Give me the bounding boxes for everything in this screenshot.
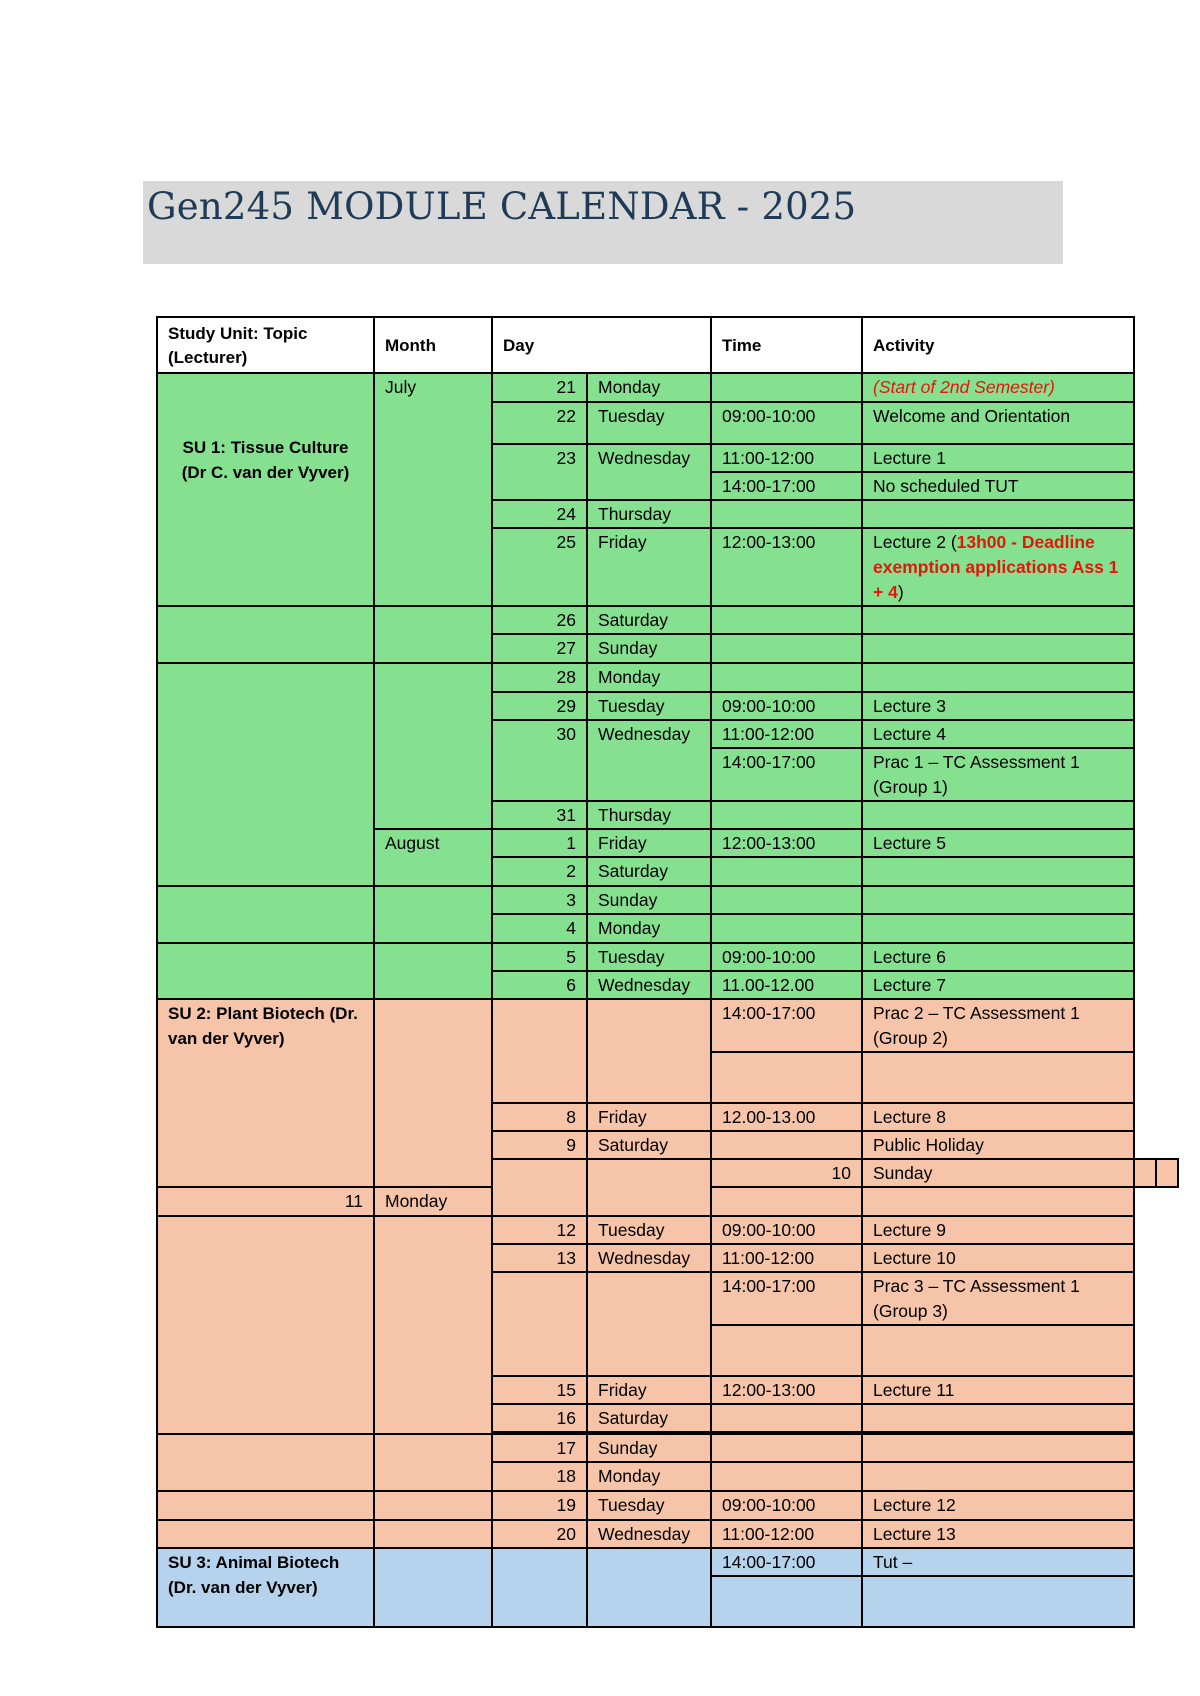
day-name: Saturday xyxy=(587,606,711,634)
day-name: Tuesday xyxy=(587,1216,711,1244)
day-number: 23 xyxy=(492,444,587,500)
day-number: 24 xyxy=(492,500,587,528)
month-july: July xyxy=(374,373,492,606)
day-number: 3 xyxy=(492,886,587,914)
day-number: 31 xyxy=(492,801,587,829)
study-unit-blank xyxy=(157,1434,374,1491)
activity xyxy=(862,801,1134,829)
time-slot: 11:00-12:00 xyxy=(711,444,862,472)
time-slot: 09:00-10:00 xyxy=(711,402,862,444)
activity: Lecture 6 xyxy=(862,943,1134,971)
activity xyxy=(862,1576,1134,1627)
study-unit-1: SU 1: Tissue Culture (Dr C. van der Vyver) xyxy=(157,373,374,606)
time-slot xyxy=(711,373,862,402)
activity xyxy=(862,606,1134,634)
module-calendar-table xyxy=(156,316,1179,1628)
table-row xyxy=(157,663,1178,692)
activity xyxy=(862,1462,1134,1491)
day-number: 27 xyxy=(492,634,587,663)
time-slot xyxy=(711,1052,862,1103)
activity xyxy=(862,857,1134,886)
table-row xyxy=(157,1520,1178,1548)
day-name: Tuesday xyxy=(587,402,711,444)
activity: Lecture 4 xyxy=(862,720,1134,748)
table-row xyxy=(157,1216,1178,1244)
day-name: Thursday xyxy=(587,801,711,829)
study-unit-blank xyxy=(157,1520,374,1548)
month-august: August xyxy=(374,829,492,886)
study-unit-blank xyxy=(157,1491,374,1520)
month-blank xyxy=(374,886,492,943)
header-row xyxy=(157,317,1178,373)
day-name: Wednesday xyxy=(587,1520,711,1548)
study-unit-blank xyxy=(157,1216,374,1434)
day-name: Wednesday xyxy=(587,444,711,500)
day-number: 2 xyxy=(492,857,587,886)
activity xyxy=(862,1187,1134,1216)
day-number: 26 xyxy=(492,606,587,634)
day-name: Monday xyxy=(587,663,711,692)
time-slot: 09:00-10:00 xyxy=(711,943,862,971)
activity: Prac 3 – TC Assessment 1 (Group 3) xyxy=(862,1272,1134,1325)
day-name: Monday xyxy=(374,1187,492,1216)
title-band xyxy=(143,181,1063,264)
activity: Lecture 1 xyxy=(862,444,1134,472)
day-name xyxy=(587,1548,711,1627)
page-title: Gen245 MODULE CALENDAR - 2025 xyxy=(147,185,857,228)
day-name: Saturday xyxy=(587,1131,711,1159)
day-number: 22 xyxy=(492,402,587,444)
time-slot: 11.00-12.00 xyxy=(711,971,862,999)
time-slot: 12:00-13:00 xyxy=(711,1376,862,1404)
time-slot xyxy=(711,1131,862,1159)
day-number: 21 xyxy=(492,373,587,402)
activity: Tut – xyxy=(862,1548,1134,1576)
activity xyxy=(862,1052,1134,1103)
day-number: 17 xyxy=(492,1434,587,1462)
day-name: Friday xyxy=(587,1376,711,1404)
time-slot xyxy=(711,1434,862,1462)
day-name: Sunday xyxy=(587,634,711,663)
study-unit-2: SU 2: Plant Biotech (Dr. van der Vyver) xyxy=(157,999,374,1187)
time-slot: 12:00-13:00 xyxy=(711,528,862,606)
time-slot xyxy=(711,1404,862,1432)
study-unit-blank xyxy=(157,663,374,886)
month-blank xyxy=(374,1520,492,1548)
activity: Lecture 11 xyxy=(862,1376,1134,1404)
month-blank xyxy=(374,999,492,1187)
day-name: Thursday xyxy=(587,500,711,528)
month-blank xyxy=(374,1548,492,1627)
day-number: 16 xyxy=(492,1404,587,1432)
day-number: 18 xyxy=(492,1462,587,1491)
day-number: 10 xyxy=(711,1159,862,1187)
time-slot: 09:00-10:00 xyxy=(711,1216,862,1244)
day-number: 11 xyxy=(157,1187,374,1216)
time-slot xyxy=(711,1576,862,1627)
table-row xyxy=(157,606,1178,634)
time-slot xyxy=(711,914,862,943)
table-row xyxy=(157,943,1178,971)
day-number xyxy=(492,1548,587,1627)
day-number: 13 xyxy=(492,1244,587,1272)
table-row xyxy=(157,1548,1178,1576)
time-slot xyxy=(1134,1159,1156,1187)
activity: Lecture 12 xyxy=(862,1491,1134,1520)
time-slot xyxy=(711,801,862,829)
day-name: Saturday xyxy=(587,1404,711,1432)
table-row xyxy=(157,1434,1178,1462)
activity: Lecture 5 xyxy=(862,829,1134,857)
day-number: 28 xyxy=(492,663,587,692)
day-number: 4 xyxy=(492,914,587,943)
time-slot xyxy=(711,886,862,914)
time-slot xyxy=(711,1187,862,1216)
time-slot: 14:00-17:00 xyxy=(711,1548,862,1576)
time-slot xyxy=(711,606,862,634)
day-name: Sunday xyxy=(862,1159,1134,1187)
day-name: Friday xyxy=(587,1103,711,1131)
time-slot: 14:00-17:00 xyxy=(711,1272,862,1325)
activity: Lecture 10 xyxy=(862,1244,1134,1272)
time-slot xyxy=(711,500,862,528)
time-slot xyxy=(711,634,862,663)
day-name xyxy=(587,1272,711,1376)
table-row xyxy=(157,373,1178,402)
month-blank xyxy=(374,663,492,829)
day-number xyxy=(492,1272,587,1376)
activity xyxy=(862,663,1134,692)
study-unit-blank xyxy=(157,943,374,999)
day-name: Friday xyxy=(587,528,711,606)
time-slot xyxy=(711,1325,862,1376)
activity-close: ) xyxy=(897,582,904,602)
day-name: Wednesday xyxy=(587,1244,711,1272)
day-name: Monday xyxy=(587,1462,711,1491)
day-name: Sunday xyxy=(587,886,711,914)
activity xyxy=(862,914,1134,943)
time-slot xyxy=(711,1462,862,1491)
day-name: Tuesday xyxy=(587,1491,711,1520)
activity: No scheduled TUT xyxy=(862,472,1134,500)
study-unit-blank xyxy=(157,606,374,663)
table-row xyxy=(157,886,1178,914)
table-row xyxy=(157,999,1178,1052)
day-number: 25 xyxy=(492,528,587,606)
activity xyxy=(862,634,1134,663)
time-slot xyxy=(711,663,862,692)
day-name: Friday xyxy=(587,829,711,857)
time-slot xyxy=(711,857,862,886)
activity: Public Holiday xyxy=(862,1131,1134,1159)
month-blank xyxy=(374,606,492,663)
activity: Lecture 7 xyxy=(862,971,1134,999)
time-slot: 09:00-10:00 xyxy=(711,692,862,720)
activity xyxy=(1156,1159,1178,1187)
header-day: Day xyxy=(492,317,711,373)
day-name xyxy=(587,999,711,1103)
header-study-unit: Study Unit: Topic (Lecturer) xyxy=(157,317,374,373)
day-name: Saturday xyxy=(587,857,711,886)
table-row xyxy=(157,1491,1178,1520)
day-number: 15 xyxy=(492,1376,587,1404)
header-month: Month xyxy=(374,317,492,373)
activity xyxy=(862,1404,1134,1432)
day-number: 12 xyxy=(492,1216,587,1244)
day-name: Monday xyxy=(587,914,711,943)
time-slot: 09:00-10:00 xyxy=(711,1491,862,1520)
header-time: Time xyxy=(711,317,862,373)
time-slot: 11:00-12:00 xyxy=(711,1244,862,1272)
activity xyxy=(862,886,1134,914)
activity: Prac 2 – TC Assessment 1 (Group 2) xyxy=(862,999,1134,1052)
day-number: 1 xyxy=(492,829,587,857)
time-slot: 14:00-17:00 xyxy=(711,748,862,801)
activity xyxy=(862,528,1134,606)
month-blank xyxy=(374,943,492,999)
day-number: 9 xyxy=(492,1131,587,1159)
study-unit-blank xyxy=(157,886,374,943)
time-slot: 11:00-12:00 xyxy=(711,720,862,748)
header-activity: Activity xyxy=(862,317,1134,373)
day-name: Wednesday xyxy=(587,720,711,801)
time-slot: 12.00-13.00 xyxy=(711,1103,862,1131)
activity-text: Lecture 2 ( xyxy=(873,532,957,552)
day-number: 6 xyxy=(492,971,587,999)
month-blank xyxy=(374,1216,492,1434)
month-blank xyxy=(587,1159,711,1216)
activity: Lecture 8 xyxy=(862,1103,1134,1131)
time-slot: 12:00-13:00 xyxy=(711,829,862,857)
activity: Lecture 9 xyxy=(862,1216,1134,1244)
month-blank xyxy=(374,1434,492,1491)
day-number: 20 xyxy=(492,1520,587,1548)
day-name: Tuesday xyxy=(587,692,711,720)
activity: Welcome and Orientation xyxy=(862,402,1134,444)
study-unit-3: SU 3: Animal Biotech (Dr. van der Vyver) xyxy=(157,1548,374,1627)
study-unit-blank xyxy=(492,1159,587,1216)
activity: Lecture 3 xyxy=(862,692,1134,720)
activity xyxy=(862,1325,1134,1376)
day-number: 29 xyxy=(492,692,587,720)
activity xyxy=(862,500,1134,528)
day-number: 19 xyxy=(492,1491,587,1520)
day-name: Sunday xyxy=(587,1434,711,1462)
day-number: 5 xyxy=(492,943,587,971)
activity: Lecture 13 xyxy=(862,1520,1134,1548)
day-name: Monday xyxy=(587,373,711,402)
day-name: Wednesday xyxy=(587,971,711,999)
time-slot: 14:00-17:00 xyxy=(711,472,862,500)
activity xyxy=(862,1434,1134,1462)
deadline-note: 13h00 - Deadline exemption applications Ass 1 + 4 xyxy=(873,532,1119,602)
month-blank xyxy=(374,1491,492,1520)
day-name: Tuesday xyxy=(587,943,711,971)
time-slot: 14:00-17:00 xyxy=(711,999,862,1052)
time-slot: 11:00-12:00 xyxy=(711,1520,862,1548)
activity: (Start of 2nd Semester) xyxy=(862,373,1134,402)
day-number xyxy=(492,999,587,1103)
activity: Prac 1 – TC Assessment 1 (Group 1) xyxy=(862,748,1134,801)
day-number: 8 xyxy=(492,1103,587,1131)
day-number: 30 xyxy=(492,720,587,801)
